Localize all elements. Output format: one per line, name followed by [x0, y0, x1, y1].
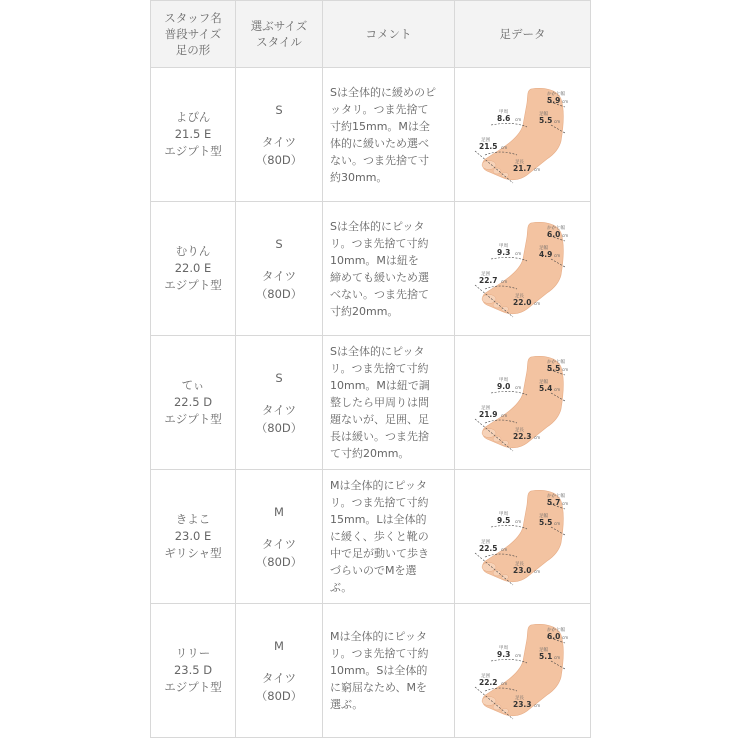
toe-2: [493, 436, 501, 442]
foot-data-cell: [455, 336, 591, 470]
table-row: [151, 470, 591, 604]
staff-shape: エジプト型: [164, 144, 222, 158]
length-value: 22.0: [512, 297, 532, 307]
foot-data-cell: [455, 202, 591, 336]
instep-label: 甲周: [498, 645, 508, 651]
instep-label: 甲周: [498, 243, 508, 249]
staff-shape: エジプト型: [164, 278, 222, 292]
comment-cell: [323, 202, 455, 336]
length-unit: cm: [533, 434, 540, 440]
toe-1: [482, 428, 496, 437]
instep-unit: cm: [514, 384, 521, 390]
toe-value: 5.9: [546, 95, 560, 105]
toe-label: かかと幅: [546, 359, 565, 365]
toe-2: [493, 704, 501, 710]
table-row: [151, 604, 591, 738]
instep-value: 9.3: [496, 247, 510, 257]
header-size: [236, 1, 323, 68]
foot-data-cell: [455, 604, 591, 738]
comment-line: ッタリ。つま先捨て: [330, 102, 429, 116]
toe-3: [501, 440, 508, 445]
length-label: 足長: [514, 561, 524, 567]
girth-unit: cm: [500, 680, 507, 686]
header-staff-name: スタッフ名: [164, 11, 222, 25]
header-style: スタイル: [256, 35, 302, 49]
width-value: 5.5: [538, 115, 552, 125]
instep-line: [491, 257, 527, 261]
instep-value: 8.6: [496, 113, 510, 123]
width-value: 5.1: [538, 651, 552, 661]
length-value: 21.7: [512, 163, 532, 173]
comment-line: 10mm。Mは紐で調: [330, 379, 430, 392]
length-label: 足長: [514, 695, 524, 701]
size-cell: [236, 68, 323, 202]
foot-data-cell: [455, 470, 591, 604]
girth-label: 足囲: [480, 405, 490, 411]
comment-line: Sは全体的に緩めのピ: [330, 85, 436, 99]
toe-2: [493, 302, 501, 308]
comment-line: 寸約15mm。Mは全: [330, 119, 430, 133]
toe-1: [482, 294, 496, 303]
table-row: [151, 202, 591, 336]
girth-unit: cm: [500, 412, 507, 418]
width-unit: cm: [553, 654, 560, 660]
chosen-size: M: [274, 504, 284, 519]
instep-unit: cm: [514, 116, 521, 122]
chosen-size: S: [275, 236, 283, 251]
girth-unit: cm: [500, 546, 507, 552]
toe-3: [501, 172, 508, 177]
length-value: 22.3: [512, 431, 532, 441]
toe-unit: cm: [561, 98, 568, 104]
staff-usual: 23.0 E: [174, 529, 212, 543]
instep-value: 9.0: [496, 381, 510, 391]
size-cell: [236, 336, 323, 470]
toe-3: [501, 306, 508, 311]
foot-illustration: [461, 85, 585, 185]
length-unit: cm: [533, 166, 540, 172]
size-den: （80D）: [255, 420, 303, 435]
toe-unit: cm: [561, 634, 568, 640]
width-label: 足幅: [538, 379, 548, 385]
instep-unit: cm: [514, 250, 521, 256]
staff-usual: 22.5 D: [173, 395, 213, 409]
table-row: [151, 336, 591, 470]
staff-size-table: [150, 0, 591, 738]
size-style: タイツ: [261, 402, 297, 417]
comment-line: 10mm。Sは全体的: [330, 664, 428, 677]
toe-label: かかと幅: [546, 225, 565, 231]
comment-line: 体的に緩いため選べ: [330, 136, 429, 150]
girth-value: 21.5: [478, 141, 498, 151]
size-den: （80D）: [255, 688, 303, 703]
staff-usual: 22.0 E: [174, 261, 212, 275]
toe-label: かかと幅: [546, 627, 565, 633]
comment-line: Sは全体的にピッタ: [330, 219, 425, 233]
width-value: 5.5: [538, 517, 552, 527]
header-foot-shape: 足の形: [175, 43, 211, 57]
header-staff: [151, 1, 236, 68]
size-cell: [236, 604, 323, 738]
comment-cell: [323, 336, 455, 470]
toe-1: [482, 160, 496, 169]
comment-line: リ。つま先捨て寸約: [330, 647, 429, 660]
foot-illustration: [461, 621, 585, 721]
staff-shape: エジプト型: [164, 680, 222, 694]
comment-line: Mは全体的にピッタ: [330, 630, 428, 643]
size-style: タイツ: [261, 268, 297, 283]
comment-line: 寸約20mm。: [330, 304, 399, 318]
instep-line: [491, 659, 527, 663]
comment-line: 整したら甲周りは問: [330, 396, 429, 409]
staff-cell: [151, 68, 236, 202]
toe-3: [501, 574, 508, 579]
comment-cell: [323, 604, 455, 738]
size-cell: [236, 202, 323, 336]
chosen-size: M: [274, 638, 284, 653]
comment-line: に緩く、歩くと靴の: [330, 530, 429, 543]
instep-label: 甲周: [498, 511, 508, 517]
comment-line: リ。つま先捨て寸約: [330, 362, 429, 375]
table-row: [151, 68, 591, 202]
size-den: （80D）: [255, 286, 303, 301]
length-unit: cm: [533, 702, 540, 708]
staff-name: リリー: [175, 646, 211, 660]
staff-usual: 21.5 E: [174, 127, 212, 141]
foot-illustration: [461, 219, 585, 319]
staff-shape: エジプト型: [164, 412, 222, 426]
staff-size-table-container: [150, 0, 590, 740]
girth-label: 足囲: [480, 673, 490, 679]
girth-unit: cm: [500, 278, 507, 284]
comment-line: 約30mm。: [330, 170, 388, 184]
girth-value: 22.2: [478, 677, 498, 687]
header-foot-data: 足データ: [455, 1, 591, 68]
toe-2: [493, 168, 501, 174]
comment-line: 題ないが、足囲、足: [330, 413, 429, 426]
girth-label: 足囲: [480, 137, 490, 143]
length-unit: cm: [533, 568, 540, 574]
instep-line: [491, 391, 527, 395]
comment-line: Sは全体的にピッタ: [330, 345, 425, 358]
comment-line: に窮屈なため、Mを: [330, 681, 428, 694]
toe-1: [482, 696, 496, 705]
toe-unit: cm: [561, 366, 568, 372]
toe-label: かかと幅: [546, 493, 565, 499]
comment-line: づらいのでMを選: [330, 564, 417, 577]
staff-cell: [151, 604, 236, 738]
comment-line: リ。つま先捨て寸約: [330, 236, 429, 250]
staff-name: てぃ: [181, 378, 205, 392]
comment-cell: [323, 470, 455, 604]
staff-cell: [151, 470, 236, 604]
foot-data-cell: [455, 68, 591, 202]
comment-line: べない。つま先捨て: [330, 287, 429, 301]
chosen-size: S: [275, 370, 283, 385]
toe-unit: cm: [561, 500, 568, 506]
width-label: 足幅: [538, 111, 548, 117]
instep-value: 9.3: [496, 649, 510, 659]
comment-line: リ。つま先捨て寸約: [330, 496, 429, 509]
width-label: 足幅: [538, 647, 548, 653]
toe-1: [482, 562, 496, 571]
staff-name: きよこ: [175, 512, 211, 526]
comment-line: 締めても緩いため選: [330, 270, 429, 284]
staff-usual: 23.5 D: [173, 663, 213, 677]
comment-cell: [323, 68, 455, 202]
width-unit: cm: [553, 118, 560, 124]
length-label: 足長: [514, 427, 524, 433]
comment-line: 10mm。Mは紐を: [330, 253, 419, 267]
length-value: 23.0: [512, 565, 532, 575]
size-style: タイツ: [261, 536, 297, 551]
girth-unit: cm: [500, 144, 507, 150]
foot-illustration: [461, 353, 585, 453]
comment-line: て寸約20mm。: [330, 447, 410, 460]
toe-value: 6.0: [546, 229, 560, 239]
width-label: 足幅: [538, 513, 548, 519]
width-unit: cm: [553, 386, 560, 392]
length-value: 23.3: [512, 699, 532, 709]
toe-unit: cm: [561, 232, 568, 238]
instep-label: 甲周: [498, 109, 508, 115]
chosen-size: S: [275, 102, 283, 117]
size-style: タイツ: [261, 670, 297, 685]
size-style: タイツ: [261, 134, 297, 149]
foot-illustration: [461, 487, 585, 587]
toe-value: 6.0: [546, 631, 560, 641]
staff-name: むりん: [175, 244, 211, 258]
girth-value: 22.7: [478, 275, 498, 285]
size-cell: [236, 470, 323, 604]
length-label: 足長: [514, 293, 524, 299]
comment-line: 中で足が動いて歩き: [330, 547, 429, 560]
length-label: 足長: [514, 159, 524, 165]
toe-label: かかと幅: [546, 91, 565, 97]
comment-line: 長は緩い。つま先捨: [330, 430, 429, 443]
comment-line: ない。つま先捨て寸: [330, 153, 429, 167]
instep-unit: cm: [514, 518, 521, 524]
toe-2: [493, 570, 501, 576]
comment-line: ぶ。: [330, 581, 353, 594]
instep-line: [491, 123, 527, 127]
instep-unit: cm: [514, 652, 521, 658]
instep-line: [491, 525, 527, 529]
header-usual-size: 普段サイズ: [164, 27, 222, 41]
width-unit: cm: [553, 252, 560, 258]
width-label: 足幅: [538, 245, 548, 251]
instep-label: 甲周: [498, 377, 508, 383]
width-value: 5.4: [538, 383, 552, 393]
instep-value: 9.5: [496, 515, 510, 525]
girth-label: 足囲: [480, 271, 490, 277]
staff-shape: ギリシャ型: [164, 546, 222, 560]
length-unit: cm: [533, 300, 540, 306]
header-chosen-size: 選ぶサイズ: [250, 19, 308, 33]
staff-cell: [151, 202, 236, 336]
girth-value: 21.9: [478, 409, 498, 419]
comment-line: Mは全体的にピッタ: [330, 479, 428, 492]
size-den: （80D）: [255, 152, 303, 167]
toe-3: [501, 708, 508, 713]
width-unit: cm: [553, 520, 560, 526]
header-comment: コメント: [323, 1, 455, 68]
width-value: 4.9: [538, 249, 552, 259]
toe-value: 5.5: [546, 363, 560, 373]
size-den: （80D）: [255, 554, 303, 569]
girth-value: 22.5: [478, 543, 498, 553]
staff-name: よぴん: [175, 110, 211, 124]
comment-line: 選ぶ。: [330, 698, 364, 711]
comment-line: 15mm。Lは全体的: [330, 513, 427, 526]
table-header-row: [151, 1, 591, 68]
girth-label: 足囲: [480, 539, 490, 545]
toe-value: 5.7: [546, 497, 560, 507]
staff-cell: [151, 336, 236, 470]
